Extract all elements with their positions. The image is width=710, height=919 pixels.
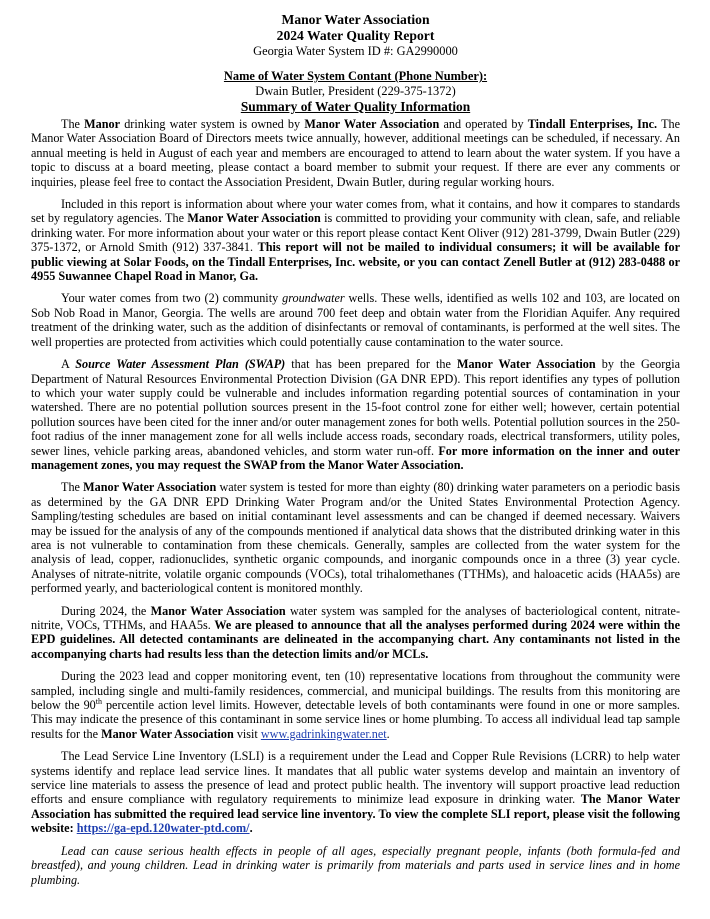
report-title: 2024 Water Quality Report <box>276 28 435 43</box>
report-header <box>31 12 680 115</box>
paragraph-testing: The Manor Water Association water system is tested for more than eighty (80) drinking water parameters on a periodic basis as determined by the GA DNR EPD Drinking Water Program and/or the United States Environmental Protection Agency. Sampling/testing schedules are based on initial contaminant level assessments and can be changed if deemed necessary. Waivers may be issued for the analysis of any of the compounds mentioned if analytical data shows that the distributed drinking water in this area is not vulnerable to contamination from these chemicals. Generally, samples are collected from the water system for the analysis of lead, copper, radionuclides, synthetic organic compounds, and inorganic compounds once in a three (3) year cycle. Analyses of nitrate-nitrite, volatile organic compounds (VOCs), total trihalomethanes (TTHMs), and haloacetic acids (HAA5s) are performed yearly, and bacteriological content is monitored monthly. <box>31 480 680 596</box>
paragraph-ownership: The Manor drinking water system is owned by Manor Water Association and operated by Tindall Enterprises, Inc. The Manor Water Association Board of Directors meets twice annually, however, additional meetings can be scheduled, if necessary. An annual meeting is held in August of each year and members are encouraged to attend to learn about the water system. If you have a topic to discuss at a board meeting, please contact a board member to submit your request. If there are ever any comments or inquiries, please feel free to contact the Association President, Dwain Butler, during regular working hours. <box>31 117 681 189</box>
contact-heading: Name of Water System Contant (Phone Number): <box>223 69 488 83</box>
contact-value: Dwain Butler, President (229-375-1372) <box>255 84 456 98</box>
paragraph-lead-health: Lead can cause serious health effects in people of all ages, especially pregnant people, infants (both formula-fed and breastfed), and young children. Lead in drinking water is primarily from materials and parts used in service lines and in home plumbing. <box>31 843 680 887</box>
paragraph-lead-copper: During the 2023 lead and copper monitoring event, ten (10) representative locations from throughout the community were sampled, including single and multi-family residences, commercial, and municipal buildings. The results from this monitoring are below the 90th percentile action level limits. However, detectable levels of both contaminants were found in one or more samples. This may indicate the presence of this contaminant in some service lines or home plumbing. To access all individual lead tap sample results for the Manor Water Association visit www.gadrinkingwater.net. <box>31 669 680 741</box>
paragraph-swap: A Source Water Assessment Plan (SWAP) that has been prepared for the Manor Water Association by the Georgia Department of Natural Resources Environmental Protection Division (GA DNR EPD). This report identifies any types of pollution to which your water supply could be vulnerable and includes information regarding potential sources of contamination in your watershed. There are no potential pollution sources present in the 15-foot control zone for either well; however, certain potential pollution sources have been cited for the inner and/or outer management zones for both wells. Potential pollution sources in the 250-foot radius of the inner management zone for all wells include access roads, secondary roads, electrical transformers, utility poles, sewer lines, vehicle parking areas, abandoned vehicles, and storm water run-off. For more information on the inner and outer management zones, you may request the SWAP from the Manor Water Association. <box>31 357 681 472</box>
paragraph-lsli: The Lead Service Line Inventory (LSLI) is a requirement under the Lead and Copper Rule Revisions (LCRR) to help water systems identify and replace lead service lines. It mandates that all public water systems develop and maintain an inventory of service line materials to assess the presence of lead and protect public health. The inventory will support proactive lead reduction efforts and ensure compliance with regulatory requirements to minimize lead exposure in drinking water. The Manor Water Association has submitted the required lead service line inventory. To view the complete SLI report, please visit the following website: https://ga-epd.120water-ptd.com/. <box>31 749 680 836</box>
gadrinkingwater-link[interactable]: www.gadrinkingwater.net <box>260 726 387 741</box>
organization-name: Manor Water Association <box>281 12 430 27</box>
sli-report-link[interactable]: https://ga-epd.120water-ptd.com/ <box>76 821 250 836</box>
paragraph-2024-results: During 2024, the Manor Water Association water system was sampled for the analyses of bacteriological content, nitrate-nitrite, VOCs, TTHMs, and HAA5s. We are pleased to announce that all the analyses performed during 2024 were within the EPD guidelines. All detected contaminants are delineated in the accompanying chart. Any contaminants not listed in the accompanying charts had results less than the detection limits and/or MCLs. <box>31 603 681 661</box>
system-id: Georgia Water System ID #: GA2990000 <box>253 44 458 58</box>
summary-heading: Summary of Water Quality Information <box>240 99 471 114</box>
paragraph-water-source: Your water comes from two (2) community groundwater wells. These wells, identified as wells 102 and 103, are located on Sob Nob Road in Manor, Georgia. The wells are around 700 feet deep and obtain water from the Floridian Aquifer. Any required treatment of the drinking water, such as the addition of disinfectants or removal of contaminants, is performed at the well sites. The well properties are protected from activities which could potentially cause contamination to the water source. <box>31 291 680 349</box>
paragraph-report-info: Included in this report is information about where your water comes from, what it contains, and how it compares to standards set by regulatory agencies. The Manor Water Association is committed to providing your community with clean, safe, and reliable drinking water. For more information about your water or this report please contact Kent Oliver (912) 281-3799, Dwain Butler (229) 375-1372, or Arnold Smith (912) 337-3841. This report will not be mailed to individual consumers; it will be available for public viewing at Solar Foods, on the Tindall Enterprises, Inc. website, or you can contact Zenell Butler at (912) 283-0488 or 4955 Suwannee Chapel Road in Manor, Ga. <box>31 197 680 284</box>
